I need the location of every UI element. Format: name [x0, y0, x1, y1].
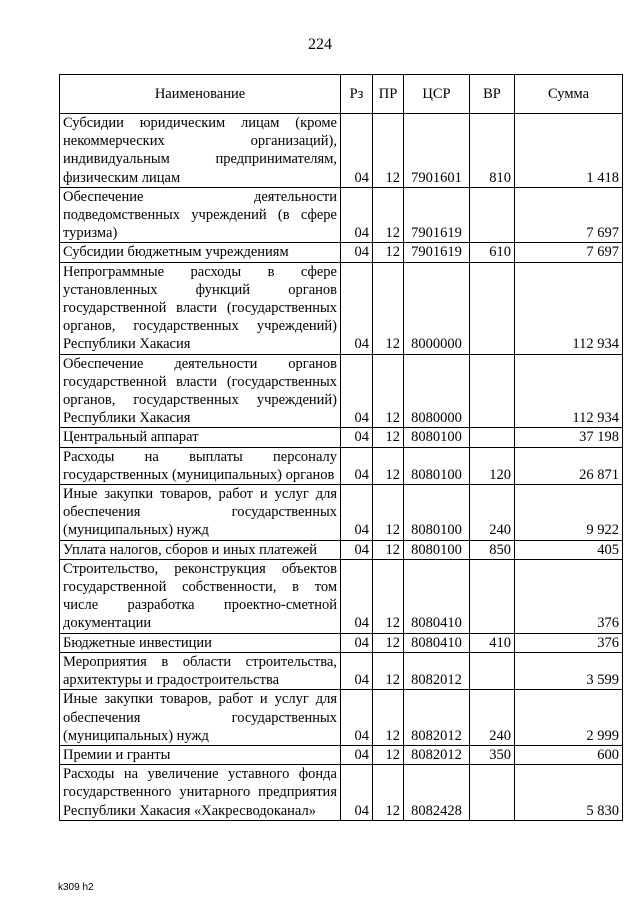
table-row — [60, 745, 623, 764]
cell-vr: 240 — [470, 690, 515, 746]
cell-pr: 12 — [373, 559, 404, 633]
cell-sum: 1 418 — [515, 114, 623, 188]
cell-name: Строительство, реконструкция объектов государственной собственности, в том числе разработка проектно-сметной документации — [60, 559, 341, 633]
table-row — [60, 633, 623, 652]
cell-name: Расходы на выплаты персоналу государственных (муниципальных) органов — [60, 447, 341, 484]
cell-rz: 04 — [341, 540, 373, 559]
cell-csr: 8080100 — [404, 447, 470, 484]
table-body — [60, 114, 623, 821]
cell-pr: 12 — [373, 765, 404, 821]
cell-csr: 8082012 — [404, 652, 470, 689]
cell-pr: 12 — [373, 187, 404, 243]
cell-pr: 12 — [373, 485, 404, 541]
cell-name: Непрограммные расходы в сфере установленных функций органов государственной власти (государственных органов, государственных учреждений) Республики Хакасия — [60, 262, 341, 354]
cell-csr: 8080100 — [404, 540, 470, 559]
cell-sum: 5 830 — [515, 765, 623, 821]
cell-rz: 04 — [341, 447, 373, 484]
cell-vr — [470, 765, 515, 821]
cell-sum: 3 599 — [515, 652, 623, 689]
cell-csr: 8080410 — [404, 633, 470, 652]
cell-csr: 8080100 — [404, 485, 470, 541]
cell-rz: 04 — [341, 745, 373, 764]
cell-csr: 7901619 — [404, 243, 470, 262]
cell-pr: 12 — [373, 354, 404, 428]
table-row — [60, 690, 623, 746]
cell-vr: 850 — [470, 540, 515, 559]
cell-pr: 12 — [373, 243, 404, 262]
cell-rz: 04 — [341, 354, 373, 428]
cell-vr: 350 — [470, 745, 515, 764]
cell-sum: 2 999 — [515, 690, 623, 746]
header-rz: Рз — [341, 75, 373, 114]
cell-name: Бюджетные инвестиции — [60, 633, 341, 652]
cell-vr — [470, 262, 515, 354]
cell-rz: 04 — [341, 187, 373, 243]
footer-code: k309 h2 — [58, 882, 94, 893]
header-sum: Сумма — [515, 75, 623, 114]
cell-name: Субсидии юридическим лицам (кроме некоммерческих организаций), индивидуальным предпринимателям, физическим лицам — [60, 114, 341, 188]
cell-vr — [470, 428, 515, 447]
table-row — [60, 652, 623, 689]
table-row — [60, 187, 623, 243]
cell-pr: 12 — [373, 690, 404, 746]
cell-rz: 04 — [341, 114, 373, 188]
cell-sum: 7 697 — [515, 187, 623, 243]
table-row — [60, 765, 623, 821]
cell-pr: 12 — [373, 652, 404, 689]
cell-name: Иные закупки товаров, работ и услуг для обеспечения государственных (муниципальных) нужд — [60, 690, 341, 746]
cell-sum: 37 198 — [515, 428, 623, 447]
cell-vr: 810 — [470, 114, 515, 188]
cell-csr: 8080000 — [404, 354, 470, 428]
cell-rz: 04 — [341, 765, 373, 821]
cell-pr: 12 — [373, 540, 404, 559]
table-row — [60, 114, 623, 188]
cell-sum: 405 — [515, 540, 623, 559]
cell-name: Обеспечение деятельности подведомственных учреждений (в сфере туризма) — [60, 187, 341, 243]
budget-table — [59, 74, 623, 821]
cell-name: Центральный аппарат — [60, 428, 341, 447]
cell-rz: 04 — [341, 485, 373, 541]
cell-vr: 240 — [470, 485, 515, 541]
cell-name: Мероприятия в области строительства, архитектуры и градостроительства — [60, 652, 341, 689]
cell-rz: 04 — [341, 559, 373, 633]
table-row — [60, 485, 623, 541]
cell-pr: 12 — [373, 745, 404, 764]
table-header — [60, 75, 623, 114]
cell-csr: 8082012 — [404, 745, 470, 764]
cell-sum: 376 — [515, 633, 623, 652]
cell-name: Уплата налогов, сборов и иных платежей — [60, 540, 341, 559]
header-pr: ПР — [373, 75, 404, 114]
cell-rz: 04 — [341, 633, 373, 652]
cell-csr: 7901619 — [404, 187, 470, 243]
cell-pr: 12 — [373, 428, 404, 447]
cell-pr: 12 — [373, 633, 404, 652]
cell-pr: 12 — [373, 447, 404, 484]
cell-name: Расходы на увеличение уставного фонда государственного унитарного предприятия Республики Хакасия «Хакресводоканал» — [60, 765, 341, 821]
cell-csr: 8082428 — [404, 765, 470, 821]
cell-csr: 8000000 — [404, 262, 470, 354]
table-row — [60, 243, 623, 262]
cell-csr: 7901601 — [404, 114, 470, 188]
cell-pr: 12 — [373, 114, 404, 188]
table-row — [60, 262, 623, 354]
header-vr: ВР — [470, 75, 515, 114]
header-csr: ЦСР — [404, 75, 470, 114]
cell-name: Обеспечение деятельности органов государственной власти (государственных органов, государственных учреждений) Республики Хакасия — [60, 354, 341, 428]
cell-csr: 8080410 — [404, 559, 470, 633]
page-number: 224 — [308, 36, 332, 53]
table-row — [60, 559, 623, 633]
cell-csr: 8080100 — [404, 428, 470, 447]
cell-rz: 04 — [341, 690, 373, 746]
cell-vr — [470, 354, 515, 428]
cell-rz: 04 — [341, 652, 373, 689]
cell-vr — [470, 187, 515, 243]
cell-csr: 8082012 — [404, 690, 470, 746]
header-name: Наименование — [60, 75, 341, 114]
cell-rz: 04 — [341, 262, 373, 354]
cell-vr — [470, 652, 515, 689]
cell-sum: 600 — [515, 745, 623, 764]
cell-sum: 112 934 — [515, 262, 623, 354]
cell-sum: 112 934 — [515, 354, 623, 428]
table-row — [60, 447, 623, 484]
cell-name: Иные закупки товаров, работ и услуг для обеспечения государственных (муниципальных) нужд — [60, 485, 341, 541]
cell-sum: 7 697 — [515, 243, 623, 262]
cell-sum: 9 922 — [515, 485, 623, 541]
cell-vr: 610 — [470, 243, 515, 262]
cell-vr — [470, 559, 515, 633]
cell-vr: 410 — [470, 633, 515, 652]
table-row — [60, 354, 623, 428]
cell-name: Субсидии бюджетным учреждениям — [60, 243, 341, 262]
cell-vr: 120 — [470, 447, 515, 484]
cell-name: Премии и гранты — [60, 745, 341, 764]
cell-sum: 376 — [515, 559, 623, 633]
table-row — [60, 540, 623, 559]
cell-rz: 04 — [341, 243, 373, 262]
table-row — [60, 428, 623, 447]
cell-sum: 26 871 — [515, 447, 623, 484]
cell-pr: 12 — [373, 262, 404, 354]
cell-rz: 04 — [341, 428, 373, 447]
